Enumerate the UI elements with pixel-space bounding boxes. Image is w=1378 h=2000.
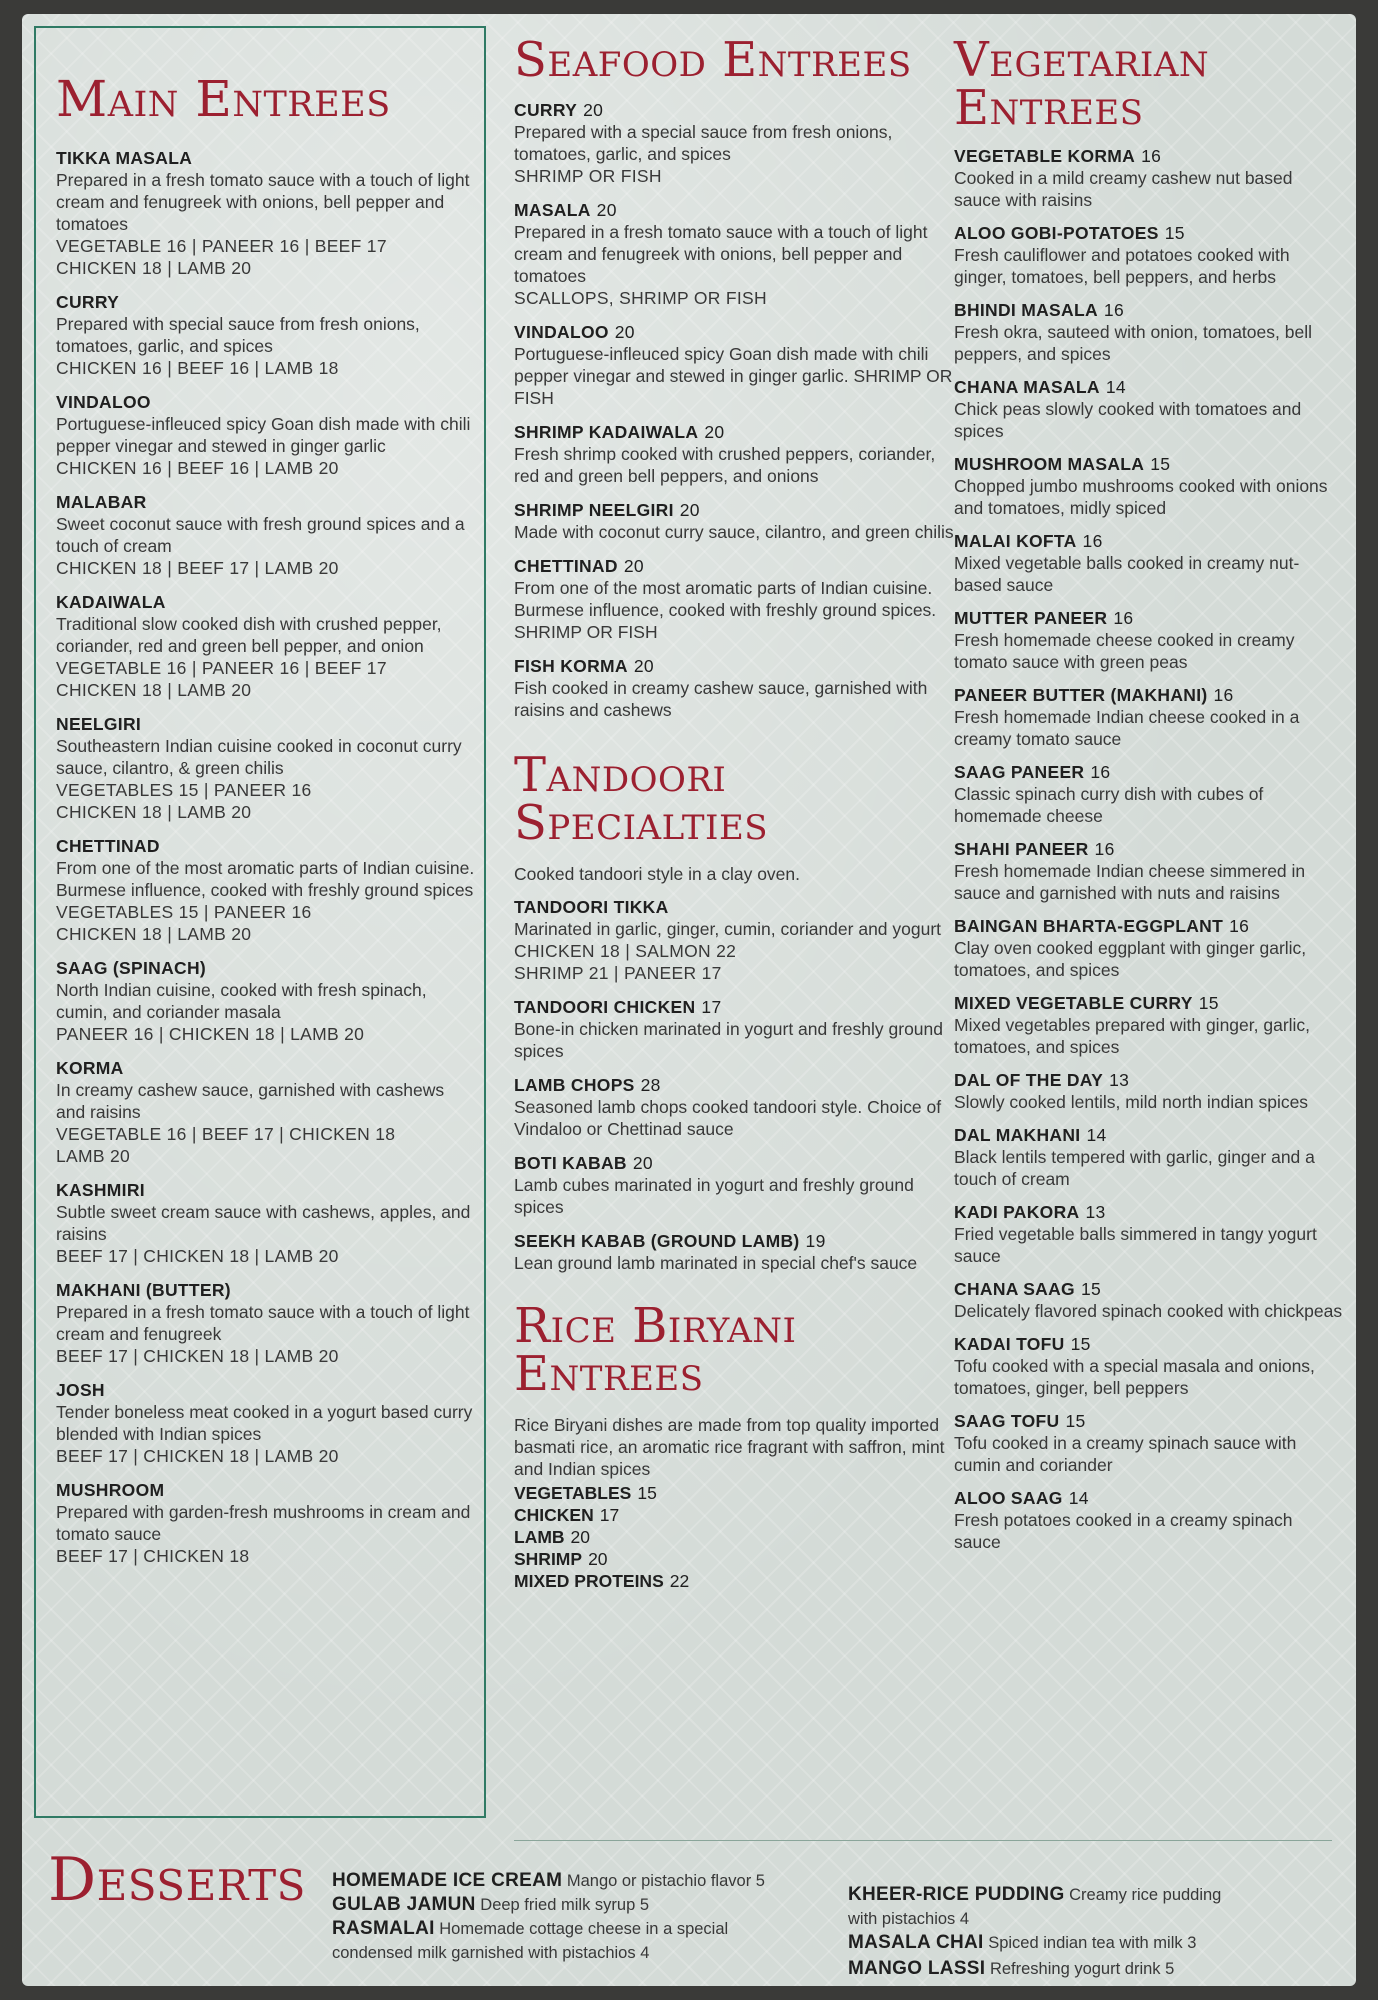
menu-item-description: Subtle sweet cream sauce with cashews, apples, and raisins bbox=[56, 1202, 471, 1244]
rice-intro: Rice Biryani dishes are made from top quality imported basmati rice, an aromatic rice fragrant with saffron, mint and Indian spices bbox=[514, 1415, 945, 1479]
menu-item bbox=[56, 1180, 476, 1267]
menu-item bbox=[954, 1334, 1344, 1399]
menu-item-price: 15 bbox=[1070, 1334, 1091, 1354]
menu-item-options: CHICKEN 18 | LAMB 20 bbox=[56, 924, 252, 944]
menu-item-price: 20 bbox=[633, 656, 654, 676]
menu-item-options: SHRIMP 21 | PANEER 17 bbox=[514, 963, 722, 983]
menu-item-name: ALOO GOBI-POTATOES 15 bbox=[954, 223, 1185, 243]
menu-item bbox=[954, 762, 1344, 827]
menu-item-name: CURRY bbox=[56, 292, 120, 312]
tandoori-intro: Cooked tandoori style in a clay oven. bbox=[514, 864, 800, 884]
menu-item-options: LAMB 20 bbox=[56, 1146, 131, 1166]
menu-item-name: MALAI KOFTA 16 bbox=[954, 531, 1103, 551]
menu-item-name: CHETTINAD bbox=[56, 836, 160, 856]
menu-item-name: PANEER BUTTER (MAKHANI) 16 bbox=[954, 685, 1234, 705]
menu-item-description: Prepared with special sauce from fresh onions, tomatoes, garlic, and spices bbox=[56, 314, 420, 356]
menu-item bbox=[954, 916, 1344, 981]
dessert-item: RASMALAI Homemade cottage cheese in a special bbox=[332, 1918, 729, 1939]
menu-item-price: 15 bbox=[1150, 454, 1171, 474]
menu-item-name: SHRIMP KADAIWALA 20 bbox=[514, 422, 725, 442]
menu-item bbox=[514, 500, 954, 543]
menu-item-name: DAL MAKHANI 14 bbox=[954, 1125, 1107, 1145]
menu-item-description: From one of the most aromatic parts of Indian cuisine. Burmese influence, cooked with freshly ground spices. SHRIMP OR FISH bbox=[514, 578, 937, 642]
menu-item-name: JOSH bbox=[56, 1380, 105, 1400]
menu-item-price: 14 bbox=[1086, 1125, 1107, 1145]
menu-item-options: CHICKEN 18 | LAMB 20 bbox=[56, 802, 252, 822]
menu-item-description: From one of the most aromatic parts of Indian cuisine. Burmese influence, cooked with freshly ground spices bbox=[56, 858, 475, 900]
rice-option: MIXED PROTEINS 22 bbox=[514, 1571, 690, 1591]
menu-item-description: Made with coconut curry sauce, cilantro, and green chilis bbox=[514, 522, 954, 542]
menu-item-price: 16 bbox=[1113, 608, 1134, 628]
menu-item-description: North Indian cuisine, cooked with fresh spinach, cumin, and coriander masala bbox=[56, 980, 427, 1022]
menu-item-price: 14 bbox=[1105, 377, 1126, 397]
menu-item-name: LAMB CHOPS 28 bbox=[514, 1075, 661, 1095]
rice-option: SHRIMP 20 bbox=[514, 1549, 608, 1569]
menu-item bbox=[514, 897, 954, 984]
menu-item-description: Portuguese-infleuced spicy Goan dish made with chili pepper vinegar and stewed in ginger garlic bbox=[56, 414, 471, 456]
menu-item-options: CHICKEN 16 | BEEF 16 | LAMB 20 bbox=[56, 458, 339, 478]
menu-item-name: TANDOORI CHICKEN 17 bbox=[514, 997, 722, 1017]
menu-item-description: Lamb cubes marinated in yogurt and freshly ground spices bbox=[514, 1175, 914, 1217]
vegetarian-list bbox=[954, 146, 1344, 1553]
menu-item-description: Tofu cooked in a creamy spinach sauce with cumin and coriander bbox=[954, 1433, 1297, 1475]
menu-item-options: BEEF 17 | CHICKEN 18 | LAMB 20 bbox=[56, 1446, 339, 1466]
menu-item-price: 15 bbox=[1065, 1411, 1086, 1431]
menu-item-price: 28 bbox=[640, 1075, 661, 1095]
dessert-item-continued: with pistachios 4 bbox=[848, 1910, 970, 1928]
menu-item-options: VEGETABLE 16 | BEEF 17 | CHICKEN 18 bbox=[56, 1124, 396, 1144]
menu-item-options: CHICKEN 18 | BEEF 17 | LAMB 20 bbox=[56, 558, 339, 578]
menu-item-options: SCALLOPS, SHRIMP OR FISH bbox=[514, 288, 767, 308]
menu-item-price: 20 bbox=[614, 322, 635, 342]
menu-item-description: Prepared with a special sauce from fresh onions, tomatoes, garlic, and spices bbox=[514, 122, 893, 164]
menu-item bbox=[954, 608, 1344, 673]
menu-item-price: 16 bbox=[1094, 839, 1115, 859]
menu-item bbox=[954, 146, 1344, 211]
menu-item-description: Mixed vegetables prepared with ginger, garlic, tomatoes, and spices bbox=[954, 1015, 1311, 1057]
main-entrees-heading: Main Entrees bbox=[56, 70, 391, 128]
rice-option: LAMB 20 bbox=[514, 1527, 591, 1547]
menu-item bbox=[56, 1380, 476, 1467]
menu-item-options: VEGETABLE 16 | PANEER 16 | BEEF 17 bbox=[56, 236, 387, 256]
menu-item bbox=[56, 958, 476, 1045]
menu-item bbox=[954, 685, 1344, 750]
menu-item bbox=[514, 1231, 954, 1274]
menu-item bbox=[56, 1480, 476, 1567]
menu-item bbox=[954, 1125, 1344, 1190]
dessert-item: MANGO LASSI Refreshing yogurt drink 5 bbox=[848, 1958, 1175, 1979]
menu-item bbox=[56, 492, 476, 579]
menu-item-name: VINDALOO 20 bbox=[514, 322, 635, 342]
tandoori-heading bbox=[514, 747, 954, 851]
menu-item-description: Fresh okra, sauteed with onion, tomatoes, bell peppers, and spices bbox=[954, 322, 1312, 364]
menu-item-price: 16 bbox=[1103, 300, 1124, 320]
tandoori-list bbox=[514, 897, 954, 1274]
desserts-divider bbox=[514, 1840, 1332, 1841]
menu-item-description: Black lentils tempered with garlic, ginger and a touch of cream bbox=[954, 1147, 1315, 1189]
tandoori-heading-line2: Specialties bbox=[514, 795, 769, 851]
menu-item-price: 13 bbox=[1109, 1070, 1130, 1090]
menu-item-price: 20 bbox=[704, 422, 725, 442]
menu-item-price: 15 bbox=[1198, 993, 1219, 1013]
menu-item bbox=[954, 1488, 1344, 1553]
menu-item-price: 16 bbox=[1141, 146, 1162, 166]
menu-item-name: MIXED VEGETABLE CURRY 15 bbox=[954, 993, 1219, 1013]
menu-item-name: MUSHROOM bbox=[56, 1480, 165, 1500]
menu-item-price: 16 bbox=[1090, 762, 1111, 782]
menu-item bbox=[56, 1280, 476, 1367]
menu-item bbox=[514, 100, 954, 187]
menu-item-options: SHRIMP OR FISH bbox=[514, 166, 662, 186]
menu-item-price: 17 bbox=[701, 997, 722, 1017]
menu-item-price: 14 bbox=[1068, 1488, 1089, 1508]
menu-item-name: SEEKH KABAB (GROUND LAMB) 19 bbox=[514, 1231, 826, 1251]
menu-item-description: Portuguese-infleuced spicy Goan dish made with chili pepper vinegar and stewed in ginger garlic. SHRIMP OR FISH bbox=[514, 344, 953, 408]
menu-item bbox=[514, 322, 954, 409]
menu-item bbox=[954, 223, 1344, 288]
menu-item-options: CHICKEN 18 | LAMB 20 bbox=[56, 680, 252, 700]
seafood-heading: Seafood Entrees bbox=[514, 32, 912, 88]
menu-item-name: CHANA SAAG 15 bbox=[954, 1279, 1102, 1299]
menu-item-name: KASHMIRI bbox=[56, 1180, 145, 1200]
menu-item bbox=[56, 392, 476, 479]
menu-item-price: 20 bbox=[679, 500, 700, 520]
menu-item-price: 15 bbox=[1164, 223, 1185, 243]
menu-item-description: Chick peas slowly cooked with tomatoes and spices bbox=[954, 399, 1302, 441]
menu-item-name: VEGETABLE KORMA 16 bbox=[954, 146, 1162, 166]
menu-item-description: Prepared in a fresh tomato sauce with a touch of light cream and fenugreek bbox=[56, 1302, 470, 1344]
menu-item-name: MASALA 20 bbox=[514, 200, 617, 220]
menu-item-description: Prepared in a fresh tomato sauce with a touch of light cream and fenugreek with onions, bell pepper and tomatoes bbox=[514, 222, 928, 286]
menu-item-options: CHICKEN 18 | SALMON 22 bbox=[514, 941, 737, 961]
menu-item-description: Traditional slow cooked dish with crushed pepper, coriander, red and green bell pepper, and onion bbox=[56, 614, 442, 656]
menu-item-description: Tender boneless meat cooked in a yogurt based curry blended with Indian spices bbox=[56, 1402, 473, 1444]
menu-item bbox=[514, 997, 954, 1062]
menu-item bbox=[514, 1075, 954, 1140]
menu-item-options: VEGETABLE 16 | PANEER 16 | BEEF 17 bbox=[56, 658, 387, 678]
menu-item-description: Clay oven cooked eggplant with ginger garlic, tomatoes, and spices bbox=[954, 938, 1307, 980]
menu-item-description: Slowly cooked lentils, mild north indian spices bbox=[954, 1092, 1309, 1112]
menu-item-name: CHETTINAD 20 bbox=[514, 556, 644, 576]
vegetarian-heading-line2: Entrees bbox=[954, 80, 1144, 136]
main-entrees-list bbox=[56, 148, 476, 1567]
menu-item-description: Chopped jumbo mushrooms cooked with onions and tomatoes, midly spiced bbox=[954, 476, 1328, 518]
menu-item-description: Southeastern Indian cuisine cooked in coconut curry sauce, cilantro, & green chilis bbox=[56, 736, 462, 778]
menu-item bbox=[954, 1202, 1344, 1267]
menu-item-description: Mixed vegetable balls cooked in creamy nut-based sauce bbox=[954, 553, 1300, 595]
menu-item-options: BEEF 17 | CHICKEN 18 | LAMB 20 bbox=[56, 1346, 339, 1366]
menu-item-name: MUSHROOM MASALA 15 bbox=[954, 454, 1171, 474]
menu-item bbox=[56, 1058, 476, 1167]
menu-item-price: 16 bbox=[1082, 531, 1103, 551]
menu-item bbox=[56, 292, 476, 379]
menu-item-name: VINDALOO bbox=[56, 392, 151, 412]
menu-item bbox=[56, 836, 476, 945]
menu-item-price: 20 bbox=[596, 200, 617, 220]
seafood-list bbox=[514, 100, 954, 721]
menu-item-name: CURRY 20 bbox=[514, 100, 604, 120]
menu-item bbox=[56, 714, 476, 823]
dessert-item-continued: condensed milk garnished with pistachios 4 bbox=[332, 1944, 650, 1962]
menu-item-price: 20 bbox=[583, 100, 604, 120]
menu-item-price: 15 bbox=[1080, 1279, 1102, 1299]
menu-item-description: Tofu cooked with a special masala and onions, tomatoes, ginger, bell peppers bbox=[954, 1356, 1315, 1398]
menu-item-name: MALABAR bbox=[56, 492, 147, 512]
menu-item bbox=[514, 656, 954, 721]
menu-item-name: NEELGIRI bbox=[56, 714, 142, 734]
menu-item-description: Fresh homemade cheese cooked in creamy tomato sauce with green peas bbox=[954, 630, 1295, 672]
menu-item bbox=[954, 839, 1344, 904]
menu-item-description: Fish cooked in creamy cashew sauce, garnished with raisins and cashews bbox=[514, 678, 928, 720]
rice-option: CHICKEN 17 bbox=[514, 1505, 620, 1525]
menu-item-description: Prepared with garden-fresh mushrooms in cream and tomato sauce bbox=[56, 1502, 471, 1544]
menu-item-description: In creamy cashew sauce, garnished with cashews and raisins bbox=[56, 1080, 445, 1122]
dessert-item: MASALA CHAI Spiced indian tea with milk 3 bbox=[848, 1932, 1197, 1953]
menu-item-options: BEEF 17 | CHICKEN 18 | LAMB 20 bbox=[56, 1246, 339, 1266]
tandoori-heading-line1: Tandoori bbox=[514, 747, 727, 803]
dessert-item: HOMEMADE ICE CREAM Mango or pistachio flavor 5 bbox=[332, 1870, 765, 1891]
menu-item-name: KADAI TOFU 15 bbox=[954, 1334, 1091, 1354]
menu-item-options: CHICKEN 16 | BEEF 16 | LAMB 18 bbox=[56, 358, 339, 378]
menu-sheet bbox=[22, 14, 1356, 1986]
menu-item-options: PANEER 16 | CHICKEN 18 | LAMB 20 bbox=[56, 1024, 365, 1044]
menu-item-description: Fresh homemade Indian cheese simmered in sauce and garnished with nuts and raisins bbox=[954, 861, 1306, 903]
vegetarian-heading bbox=[954, 32, 1344, 136]
menu-item bbox=[954, 454, 1344, 519]
rice-heading bbox=[514, 1298, 954, 1402]
main-entrees-column bbox=[56, 70, 476, 1580]
menu-item-name: TANDOORI TIKKA bbox=[514, 897, 669, 917]
menu-item-name: SAAG TOFU 15 bbox=[954, 1411, 1086, 1431]
menu-item-name: ALOO SAAG 14 bbox=[954, 1488, 1089, 1508]
menu-item bbox=[514, 422, 954, 487]
menu-item-name: SAAG PANEER 16 bbox=[954, 762, 1111, 782]
menu-item-name: BOTI KABAB 20 bbox=[514, 1153, 653, 1173]
menu-item-description: Marinated in garlic, ginger, cumin, coriander and yogurt bbox=[514, 919, 942, 939]
menu-item-name: DAL OF THE DAY 13 bbox=[954, 1070, 1130, 1090]
menu-item-description: Prepared in a fresh tomato sauce with a touch of light cream and fenugreek with onions, bell pepper and tomatoes bbox=[56, 170, 470, 234]
vegetarian-heading-line1: Vegetarian bbox=[954, 32, 1210, 88]
menu-item-name: MUTTER PANEER 16 bbox=[954, 608, 1134, 628]
menu-item bbox=[56, 592, 476, 701]
menu-item-options: BEEF 17 | CHICKEN 18 bbox=[56, 1546, 250, 1566]
menu-item-name: SHRIMP NEELGIRI 20 bbox=[514, 500, 700, 520]
seafood-column bbox=[514, 32, 954, 1592]
menu-item-name: MAKHANI (BUTTER) bbox=[56, 1280, 231, 1300]
menu-item-name: FISH KORMA 20 bbox=[514, 656, 654, 676]
menu-item bbox=[56, 148, 476, 279]
menu-item-description: Cooked in a mild creamy cashew nut based sauce with raisins bbox=[954, 168, 1293, 210]
menu-item-description: Fresh homemade Indian cheese cooked in a creamy tomato sauce bbox=[954, 707, 1300, 749]
menu-item-price: 16 bbox=[1229, 916, 1250, 936]
menu-item-name: TIKKA MASALA bbox=[56, 148, 193, 168]
menu-item-description: Delicately flavored spinach cooked with chickpeas bbox=[954, 1301, 1343, 1321]
menu-item-name: KORMA bbox=[56, 1058, 124, 1078]
menu-item-name: SHAHI PANEER 16 bbox=[954, 839, 1115, 859]
menu-item-price: 16 bbox=[1213, 685, 1234, 705]
menu-item-options: VEGETABLES 15 | PANEER 16 bbox=[56, 902, 312, 922]
menu-item bbox=[954, 377, 1344, 442]
menu-item-name: CHANA MASALA 14 bbox=[954, 377, 1126, 397]
menu-item bbox=[954, 1279, 1344, 1322]
menu-item-options: VEGETABLES 15 | PANEER 16 bbox=[56, 780, 312, 800]
menu-item-price: 20 bbox=[632, 1153, 653, 1173]
menu-item-price: 20 bbox=[623, 556, 644, 576]
menu-item-description: Fried vegetable balls simmered in tangy yogurt sauce bbox=[954, 1224, 1317, 1266]
menu-item-description: Lean ground lamb marinated in special chef's sauce bbox=[514, 1253, 918, 1273]
menu-item bbox=[954, 993, 1344, 1058]
dessert-item: GULAB JAMUN Deep fried milk syrup 5 bbox=[332, 1894, 650, 1915]
menu-item-name: KADI PAKORA 13 bbox=[954, 1202, 1106, 1222]
menu-item-description: Bone-in chicken marinated in yogurt and freshly ground spices bbox=[514, 1019, 943, 1061]
menu-item bbox=[514, 556, 954, 643]
vegetarian-column bbox=[954, 32, 1344, 1565]
menu-item bbox=[954, 1411, 1344, 1476]
menu-item-name: BHINDI MASALA 16 bbox=[954, 300, 1124, 320]
rice-options bbox=[514, 1482, 954, 1592]
menu-item-name: SAAG (SPINACH) bbox=[56, 958, 207, 978]
menu-item bbox=[954, 531, 1344, 596]
menu-item bbox=[514, 200, 954, 309]
menu-item-options: CHICKEN 18 | LAMB 20 bbox=[56, 258, 252, 278]
rice-heading-line2: Entrees bbox=[514, 1346, 704, 1402]
menu-item-description: Seasoned lamb chops cooked tandoori style. Choice of Vindaloo or Chettinad sauce bbox=[514, 1097, 942, 1139]
menu-item-description: Fresh cauliflower and potatoes cooked with ginger, tomatoes, bell peppers, and herbs bbox=[954, 245, 1290, 287]
menu-item-description: Fresh shrimp cooked with crushed peppers, coriander, red and green bell peppers, and onions bbox=[514, 444, 936, 486]
menu-item bbox=[954, 300, 1344, 365]
dessert-item: KHEER-RICE PUDDING Creamy rice pudding bbox=[848, 1884, 1222, 1905]
menu-item bbox=[514, 1153, 954, 1218]
menu-item-price: 19 bbox=[805, 1231, 826, 1251]
menu-item-name: BAINGAN BHARTA-EGGPLANT 16 bbox=[954, 916, 1250, 936]
menu-item-name: KADAIWALA bbox=[56, 592, 166, 612]
menu-item bbox=[954, 1070, 1344, 1113]
menu-item-price: 13 bbox=[1085, 1202, 1106, 1222]
menu-item-description: Fresh potatoes cooked in a creamy spinach sauce bbox=[954, 1510, 1293, 1552]
menu-item-description: Classic spinach curry dish with cubes of homemade cheese bbox=[954, 784, 1264, 826]
rice-option: VEGETABLES 15 bbox=[514, 1483, 657, 1503]
rice-heading-line1: Rice Biryani bbox=[514, 1298, 797, 1354]
desserts-heading: Desserts bbox=[48, 1845, 306, 1915]
menu-item-description: Sweet coconut sauce with fresh ground spices and a touch of cream bbox=[56, 514, 465, 556]
